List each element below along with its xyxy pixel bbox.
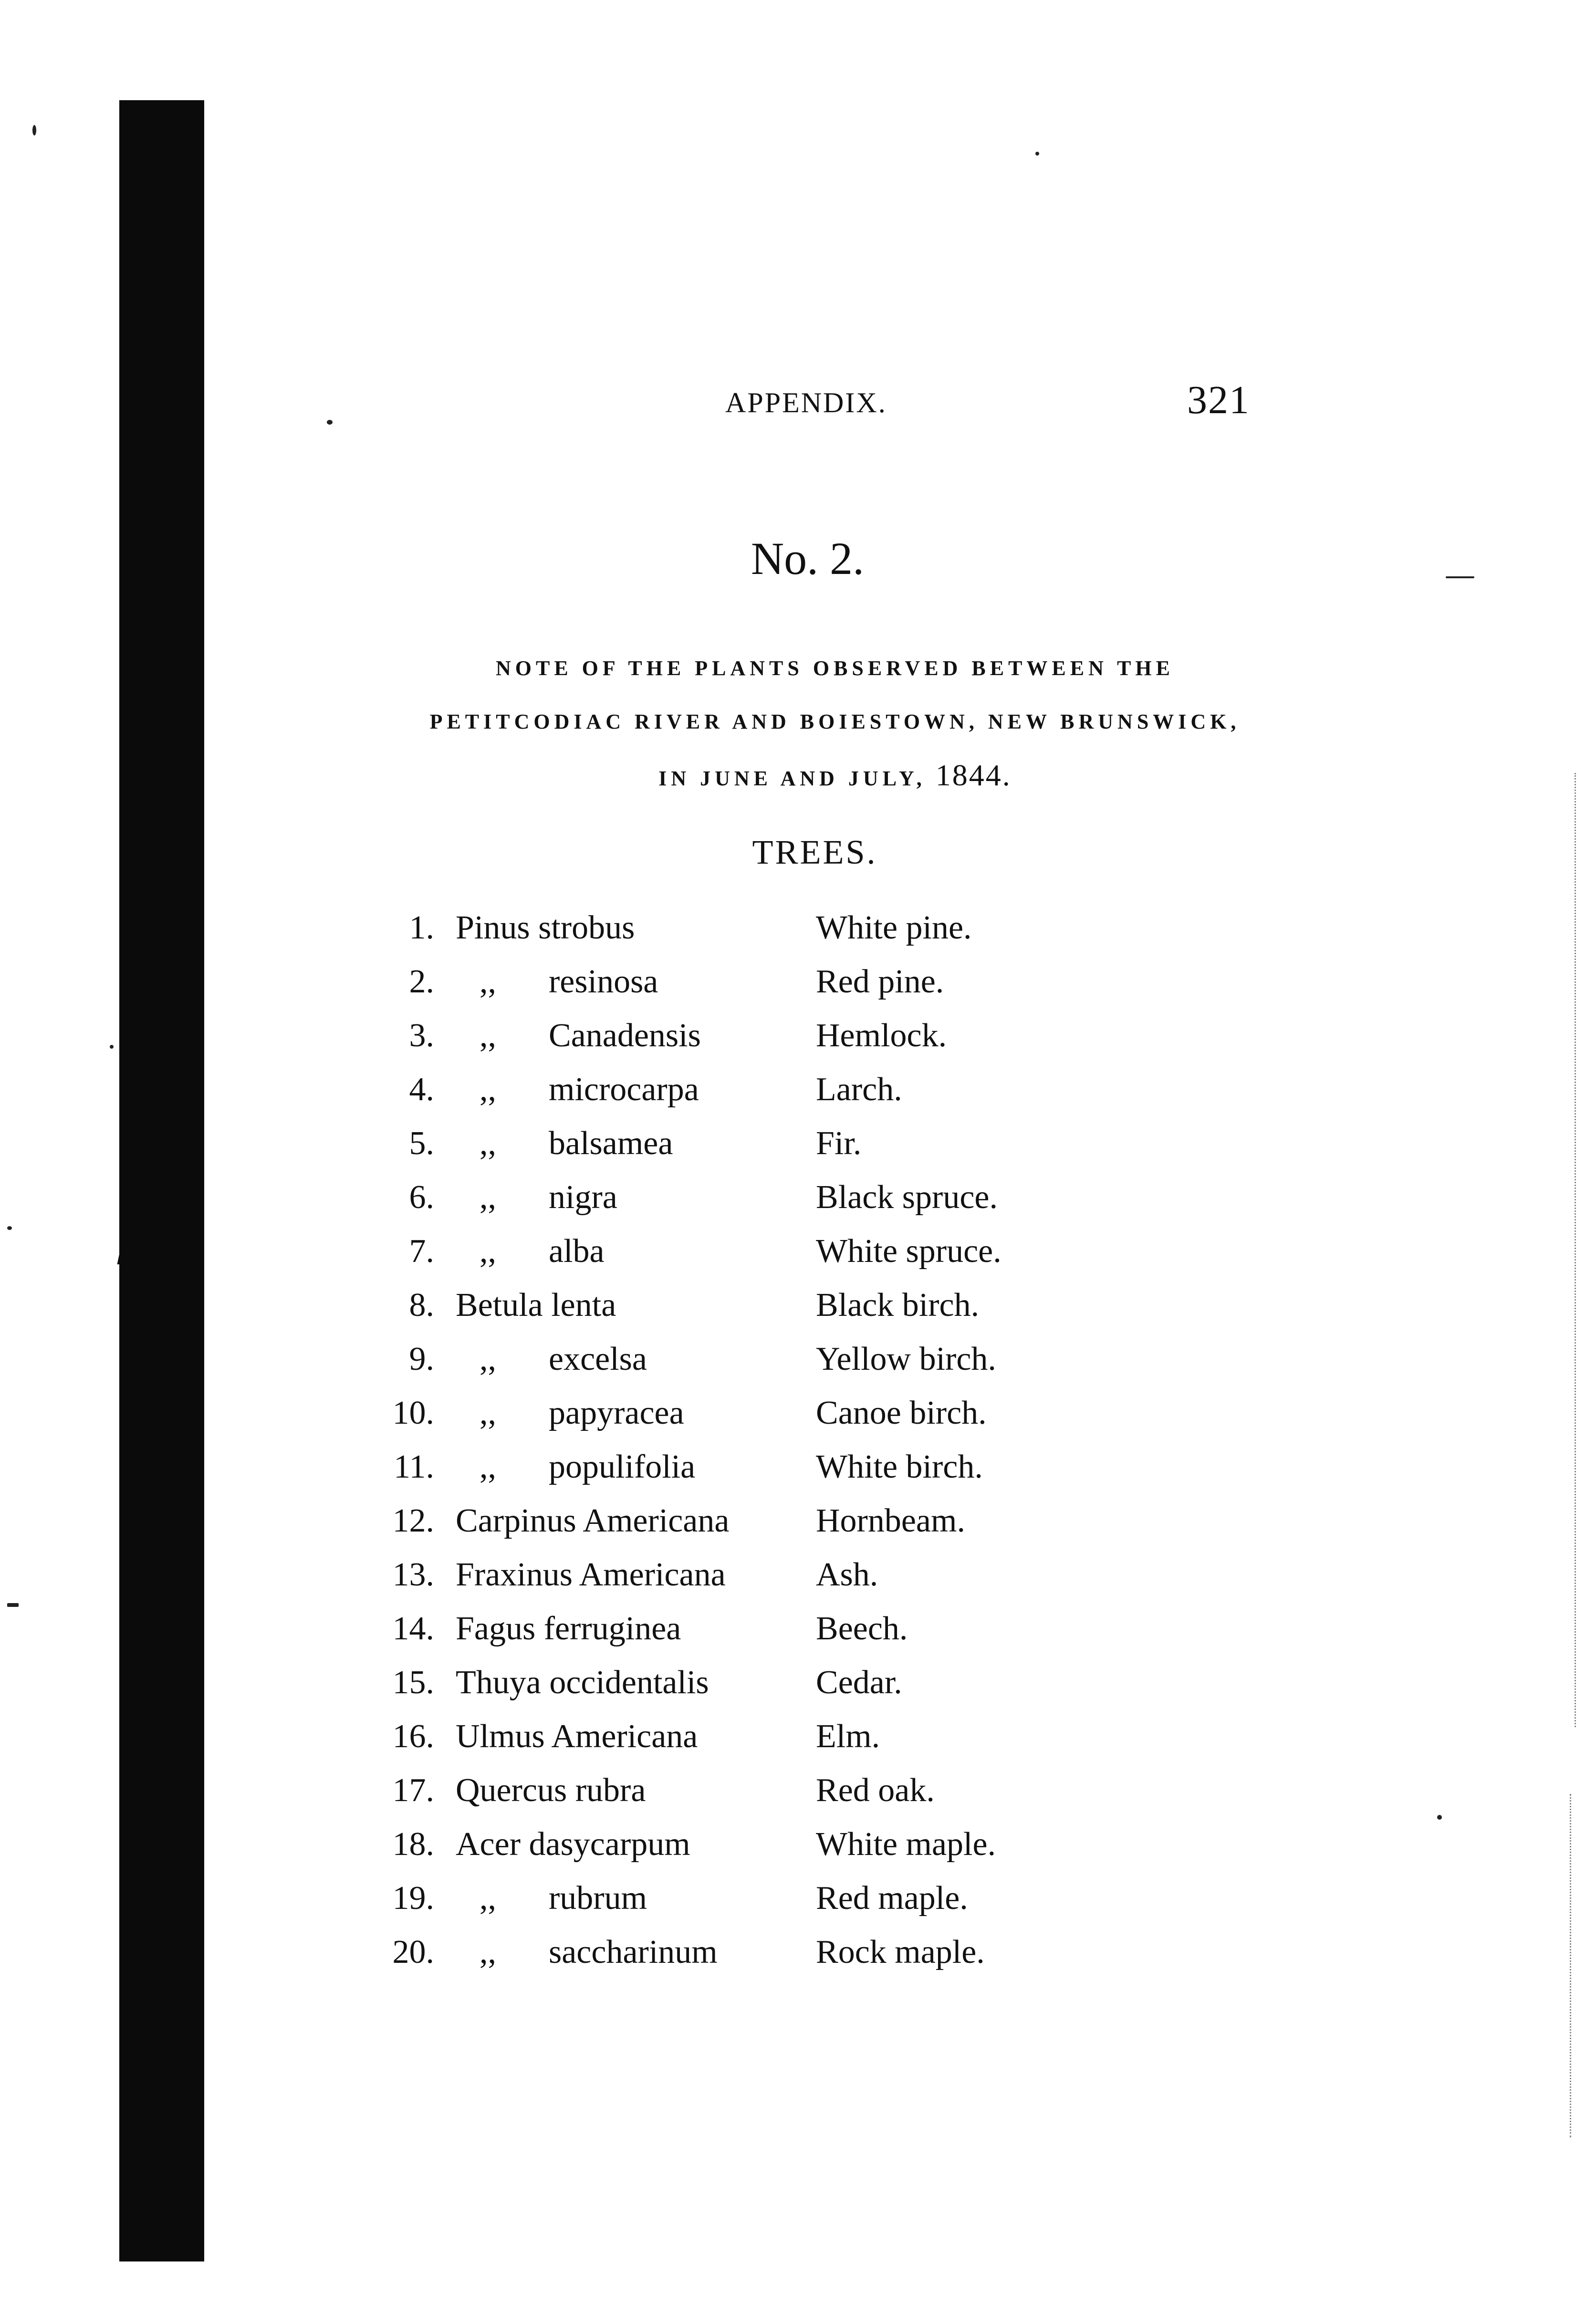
list-item	[377, 1825, 1093, 1879]
latin-name: Fraxinus Americana	[456, 1556, 726, 1593]
scan-speck	[1437, 1815, 1442, 1820]
running-title: APPENDIX.	[725, 387, 887, 418]
common-name: Beech.	[816, 1610, 908, 1647]
common-name: Cedar.	[816, 1664, 902, 1701]
scan-speck	[1035, 152, 1039, 156]
common-name: Larch.	[816, 1071, 902, 1108]
common-name: White pine.	[816, 909, 972, 946]
ditto-mark: ,,	[480, 963, 496, 1000]
item-number: 8.	[409, 1287, 434, 1323]
item-number: 5.	[409, 1125, 434, 1162]
common-name: Black spruce.	[816, 1179, 998, 1216]
item-number: 11.	[394, 1448, 434, 1485]
scan-speck	[7, 1603, 19, 1607]
common-name: Canoe birch.	[816, 1395, 987, 1431]
latin-name: Pinus strobus	[456, 909, 635, 946]
item-number: 19.	[392, 1880, 434, 1917]
common-name: Elm.	[816, 1718, 880, 1755]
common-name: Hemlock.	[816, 1017, 947, 1054]
running-head	[725, 377, 1250, 429]
item-number: 3.	[409, 1017, 434, 1054]
note-title-line: PETITCODIAC RIVER AND BOIESTOWN, NEW BRUNSWICK,	[429, 710, 1241, 733]
latin-name: Carpinus Americana	[456, 1502, 730, 1539]
common-name: Yellow birch.	[816, 1341, 996, 1377]
list-item	[377, 1772, 1093, 1825]
list-item	[377, 1610, 1093, 1664]
list-item	[377, 1448, 1093, 1502]
list-item	[377, 1178, 1093, 1232]
species-name: saccharinum	[549, 1934, 718, 1970]
list-item	[377, 1017, 1093, 1071]
item-number: 18.	[392, 1826, 434, 1863]
species-name: populifolia	[549, 1448, 696, 1485]
scan-speck	[7, 1226, 12, 1230]
scan-speck	[32, 125, 36, 135]
list-item	[377, 1340, 1093, 1394]
appendix-number: No. 2.	[751, 533, 865, 584]
item-number: 20.	[392, 1934, 434, 1970]
ditto-mark: ,,	[480, 1017, 496, 1054]
ditto-mark: ,,	[480, 1395, 496, 1431]
item-number: 13.	[392, 1556, 434, 1593]
ditto-mark: ,,	[480, 1125, 496, 1162]
latin-name: Betula lenta	[456, 1287, 616, 1323]
item-number: 1.	[409, 909, 434, 946]
item-number: 9.	[409, 1341, 434, 1377]
latin-name: Quercus rubra	[456, 1772, 646, 1809]
species-name: rubrum	[549, 1880, 647, 1917]
latin-name: Fagus ferruginea	[456, 1610, 681, 1647]
list-item	[377, 1071, 1093, 1125]
item-number: 15.	[392, 1664, 434, 1701]
list-item	[377, 1394, 1093, 1448]
list-item	[377, 1664, 1093, 1718]
latin-name: Thuya occidentalis	[456, 1664, 709, 1701]
species-name: nigra	[549, 1179, 617, 1216]
item-number: 14.	[392, 1610, 434, 1647]
common-name: Black birch.	[816, 1287, 980, 1323]
page-edge-marks	[1575, 773, 1576, 1727]
list-item	[377, 1125, 1093, 1178]
ditto-mark: ,,	[480, 1880, 496, 1917]
page-edge-marks	[1570, 1794, 1571, 2137]
item-number: 17.	[392, 1772, 434, 1809]
common-name: Ash.	[816, 1556, 878, 1593]
ditto-mark: ,,	[480, 1233, 496, 1270]
item-number: 10.	[392, 1395, 434, 1431]
species-name: resinosa	[549, 963, 658, 1000]
common-name: White maple.	[816, 1826, 996, 1863]
list-item	[377, 1232, 1093, 1286]
common-name: Rock maple.	[816, 1934, 985, 1970]
ditto-mark: ,,	[480, 1448, 496, 1485]
list-item	[377, 1718, 1093, 1772]
list-item	[377, 1933, 1093, 1987]
ditto-mark: ,,	[480, 1071, 496, 1108]
ditto-mark: ,,	[480, 1934, 496, 1970]
item-number: 7.	[409, 1233, 434, 1270]
note-title-line	[334, 749, 1336, 805]
list-item	[377, 909, 1093, 963]
scan-speck	[327, 420, 333, 425]
common-name: Red maple.	[816, 1880, 968, 1917]
note-title-year: 1844.	[935, 758, 1012, 792]
common-name: Red pine.	[816, 963, 944, 1000]
page-number: 321	[1187, 378, 1250, 422]
common-name: Hornbeam.	[816, 1502, 965, 1539]
item-number: 6.	[409, 1179, 434, 1216]
species-name: alba	[549, 1233, 605, 1270]
ditto-mark: ,,	[480, 1179, 496, 1216]
list-item	[377, 963, 1093, 1017]
item-number: 12.	[392, 1502, 434, 1539]
plant-list	[377, 909, 1093, 1987]
list-item	[377, 1286, 1093, 1340]
item-number: 4.	[409, 1071, 434, 1108]
section-heading: TREES.	[752, 833, 877, 871]
list-item	[377, 1556, 1093, 1610]
note-title-line: NOTE OF THE PLANTS OBSERVED BETWEEN THE	[495, 657, 1175, 680]
item-number: 2.	[409, 963, 434, 1000]
ditto-mark: ,,	[480, 1341, 496, 1377]
common-name: Fir.	[816, 1125, 862, 1162]
species-name: microcarpa	[549, 1071, 699, 1108]
item-number: 16.	[392, 1718, 434, 1755]
common-name: White spruce.	[816, 1233, 1001, 1270]
species-name: excelsa	[549, 1341, 647, 1377]
species-name: balsamea	[549, 1125, 673, 1162]
note-title-text: IN JUNE AND JULY,	[658, 767, 926, 790]
species-name: Canadensis	[549, 1017, 701, 1054]
latin-name: Acer dasycarpum	[456, 1826, 690, 1863]
latin-name: Ulmus Americana	[456, 1718, 698, 1755]
list-item	[377, 1502, 1093, 1556]
species-name: papyracea	[549, 1395, 684, 1431]
list-item	[377, 1879, 1093, 1933]
scan-speck	[110, 1045, 114, 1049]
common-name: Red oak.	[816, 1772, 935, 1809]
note-title	[334, 642, 1336, 805]
common-name: White birch.	[816, 1448, 983, 1485]
